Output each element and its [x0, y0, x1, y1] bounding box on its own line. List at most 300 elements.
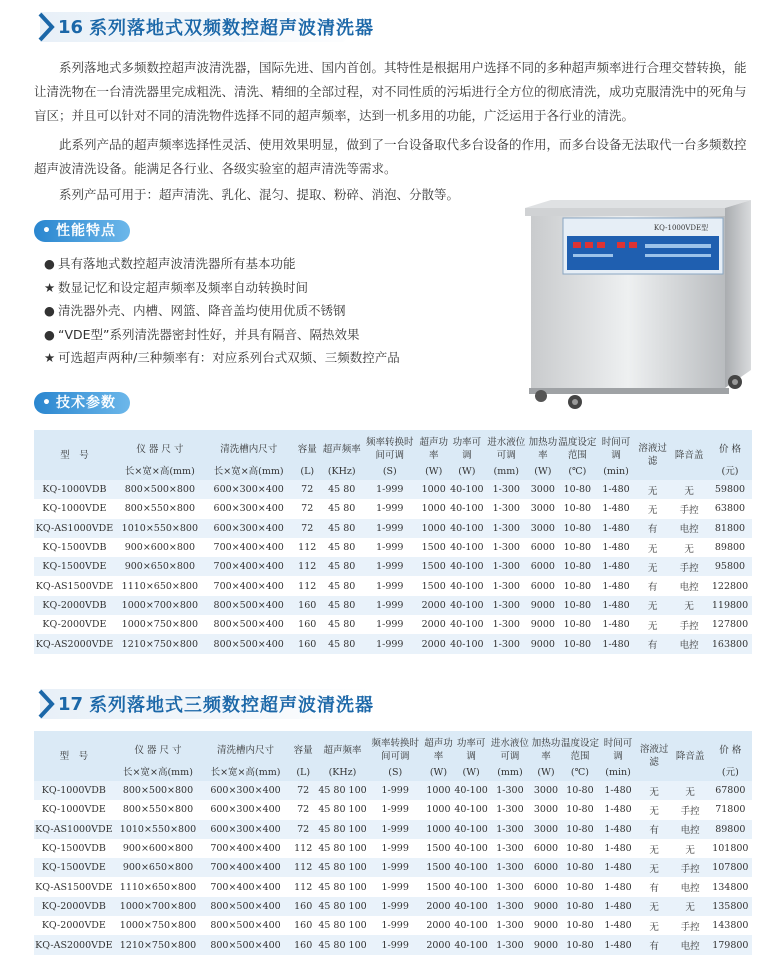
table-cell: 45 80 [322, 480, 362, 499]
table-cell: 无 [637, 781, 672, 800]
table-cell: 1500 [423, 877, 454, 896]
table-cell: 800×500×400 [202, 897, 289, 916]
table-cell: 800×550×800 [114, 800, 203, 819]
table-cell: 1000 [423, 800, 454, 819]
table-cell: 119800 [708, 596, 752, 615]
table-cell: 72 [289, 781, 318, 800]
table-cell: 45 80 100 [318, 839, 368, 858]
table-cell: 6000 [528, 576, 557, 595]
table-cell: 81800 [708, 519, 752, 538]
table-row [34, 839, 752, 858]
table-cell: 10-80 [560, 858, 599, 877]
table-cell: 10-80 [557, 576, 597, 595]
specs-title: • 技术参数 [34, 392, 130, 414]
table-cell: 45 80 [322, 538, 362, 557]
table-cell: 45 80 100 [318, 781, 368, 800]
table-cell: 1-480 [597, 538, 635, 557]
table-cell: 10-80 [560, 839, 599, 858]
column-unit: (KHz) [318, 763, 368, 781]
column-header: 时间可调 [597, 430, 635, 462]
table-cell: 1-300 [488, 916, 531, 935]
table-row [34, 916, 752, 935]
table-cell: 无 [672, 781, 709, 800]
table-cell: 1-480 [600, 800, 637, 819]
table-cell: KQ-1500VDB [34, 538, 115, 557]
table-cell: 59800 [708, 480, 752, 499]
table-cell: 1000 [418, 499, 449, 518]
table-cell: 600×300×400 [205, 480, 293, 499]
column-unit: (元) [709, 763, 752, 781]
table-cell: 72 [293, 499, 322, 518]
table-cell: 电控 [670, 519, 708, 538]
column-unit: (W) [528, 462, 557, 480]
column-header: 价 格 [708, 430, 752, 462]
table-row [34, 935, 752, 954]
table-cell: 10-80 [557, 499, 597, 518]
table-cell: 700×400×400 [202, 858, 289, 877]
column-header: 时间可调 [600, 731, 637, 763]
table-cell: 71800 [709, 800, 752, 819]
table-cell: KQ-1500VDB [34, 839, 114, 858]
table-cell: 6000 [528, 538, 557, 557]
table-cell: 1-999 [362, 538, 418, 557]
table-cell: 手控 [672, 916, 709, 935]
feature-item: ● “VDE型”系列清洗器密封性好，并具有隔音、隔热效果 [44, 326, 360, 342]
table-cell: 手控 [672, 858, 709, 877]
table-cell: 45 80 [322, 615, 362, 634]
table-cell: 1000×700×800 [115, 596, 205, 615]
table-cell: 10-80 [557, 557, 597, 576]
table-cell: 1110×650×800 [115, 576, 205, 595]
table-cell: 1-480 [597, 557, 635, 576]
table-cell: 2000 [423, 916, 454, 935]
table-cell: KQ-AS1500VDE [34, 576, 115, 595]
table-cell: 9000 [532, 916, 561, 935]
table-cell: 112 [289, 858, 318, 877]
table-row [34, 800, 752, 819]
table-row [34, 781, 752, 800]
table-cell: 1500 [418, 576, 449, 595]
table-cell: 6000 [528, 557, 557, 576]
table-cell: 1000 [418, 519, 449, 538]
table-cell: 1-300 [488, 877, 531, 896]
column-unit: (W) [454, 763, 488, 781]
table-cell: 40-100 [454, 800, 488, 819]
table-cell: 10-80 [557, 634, 597, 653]
table-cell: 45 80 [322, 499, 362, 518]
table-cell: 1-300 [484, 519, 528, 538]
table-cell: 800×500×800 [114, 781, 203, 800]
table-cell: 无 [670, 538, 708, 557]
feature-list [44, 252, 400, 370]
table-row [34, 480, 752, 499]
table-cell: 1-999 [362, 519, 418, 538]
table-cell: 手控 [672, 800, 709, 819]
table-cell: 10-80 [560, 781, 599, 800]
column-header: 仪 器 尺 寸 [115, 430, 205, 462]
table-cell: 600×300×400 [205, 519, 293, 538]
table-cell: 10-80 [560, 916, 599, 935]
machine-label: KQ-1000VDE型 [653, 224, 709, 232]
section-title: 系列落地式双频数控超声波清洗器 [89, 18, 375, 39]
table-cell: 10-80 [557, 480, 597, 499]
column-header: 型 号 [34, 430, 115, 480]
table-cell: 179800 [709, 935, 752, 954]
column-unit: 长×宽×高(mm) [114, 763, 203, 781]
table-row [34, 615, 752, 634]
column-header: 溶液过滤 [637, 731, 672, 781]
table-cell: 1000×750×800 [115, 615, 205, 634]
table-cell: 1-300 [488, 839, 531, 858]
table-cell: 101800 [709, 839, 752, 858]
table-cell: 2000 [423, 935, 454, 954]
table-cell: 40-100 [449, 538, 484, 557]
table-cell: 1000 [423, 781, 454, 800]
column-header: 频率转换时间可调 [362, 430, 418, 462]
table-cell: 9000 [528, 615, 557, 634]
table-cell: 无 [637, 916, 672, 935]
column-header: 加热功率 [532, 731, 561, 763]
table-cell: 40-100 [454, 781, 488, 800]
feature-item: ● 具有落地式数控超声波清洗器所有基本功能 [44, 256, 296, 271]
table-cell: 160 [289, 935, 318, 954]
table-row [34, 634, 752, 653]
table-cell: 40-100 [454, 820, 488, 839]
table-cell: KQ-2000VDE [34, 615, 115, 634]
table-cell: 89800 [708, 538, 752, 557]
table-cell: 40-100 [449, 519, 484, 538]
column-header: 容量 [289, 731, 318, 763]
table-cell: 1500 [423, 858, 454, 877]
column-unit: (KHz) [322, 462, 362, 480]
table-row [34, 596, 752, 615]
table-cell: 无 [635, 538, 671, 557]
table-cell: 电控 [672, 820, 709, 839]
column-header: 清洗槽内尺寸 [202, 731, 289, 763]
table-cell: 电控 [672, 877, 709, 896]
table-cell: 1-999 [367, 935, 423, 954]
table-cell: KQ-AS1500VDE [34, 877, 114, 896]
table-cell: 900×600×800 [114, 839, 203, 858]
table-cell: 800×500×400 [202, 916, 289, 935]
table-cell: 10-80 [560, 877, 599, 896]
table-cell: KQ-2000VDB [34, 596, 115, 615]
table-cell: 1-999 [362, 634, 418, 653]
table-cell: 1-999 [362, 480, 418, 499]
table-cell: KQ-1500VDE [34, 858, 114, 877]
column-header: 温度设定范围 [557, 430, 597, 462]
table-cell: 9000 [532, 935, 561, 954]
table-cell: 1-300 [488, 800, 531, 819]
table-cell: 3000 [532, 800, 561, 819]
column-unit: (℃) [557, 462, 597, 480]
table-cell: 1-480 [600, 858, 637, 877]
table-cell: 1210×750×800 [115, 634, 205, 653]
table-cell: 700×400×400 [202, 839, 289, 858]
column-unit: (L) [293, 462, 322, 480]
table-cell: 135800 [709, 897, 752, 916]
chevron-icon [38, 689, 56, 719]
table-cell: 1-999 [362, 596, 418, 615]
table-cell: 112 [293, 538, 322, 557]
table-cell: 112 [293, 557, 322, 576]
table-cell: 1-999 [362, 615, 418, 634]
column-unit: (W) [532, 763, 561, 781]
table-cell: 700×400×400 [205, 557, 293, 576]
table-cell: 40-100 [449, 596, 484, 615]
section-16-heading [40, 12, 374, 42]
table-cell: 40-100 [454, 877, 488, 896]
table-cell: 112 [289, 839, 318, 858]
table-cell: 122800 [708, 576, 752, 595]
table-cell: 无 [670, 596, 708, 615]
table-cell: 45 80 100 [318, 858, 368, 877]
table-cell: 800×500×400 [205, 596, 293, 615]
table-cell: 手控 [670, 499, 708, 518]
table-cell: 1-480 [600, 877, 637, 896]
table-cell: 1500 [423, 839, 454, 858]
table-cell: 95800 [708, 557, 752, 576]
section-number: 17 [58, 693, 84, 715]
table-cell: 1-300 [484, 634, 528, 653]
column-unit: (S) [367, 763, 423, 781]
table-cell: 45 80 [322, 634, 362, 653]
table-cell: 有 [635, 519, 671, 538]
table-cell: 40-100 [449, 576, 484, 595]
table-cell: 9000 [528, 596, 557, 615]
column-unit: (S) [362, 462, 418, 480]
feature-item: ★ 数显记忆和设定超声频率及频率自动转换时间 [44, 279, 309, 295]
table-cell: 45 80 100 [318, 877, 368, 896]
table-cell: 无 [635, 480, 671, 499]
table-row [34, 519, 752, 538]
column-header: 仪 器 尺 寸 [114, 731, 203, 763]
table-cell: 1-300 [484, 499, 528, 518]
table-cell: 3000 [532, 781, 561, 800]
table-cell: 1-480 [600, 897, 637, 916]
section-title: 系列落地式三频数控超声波清洗器 [89, 695, 375, 716]
table-cell: 800×550×800 [115, 499, 205, 518]
table-cell: 45 80 [322, 557, 362, 576]
table-cell: 107800 [709, 858, 752, 877]
table-cell: 1500 [418, 557, 449, 576]
table-cell: KQ-1000VDE [34, 800, 114, 819]
table-cell: 1-999 [367, 877, 423, 896]
table-cell: 1-300 [484, 596, 528, 615]
table-row [34, 877, 752, 896]
table-cell: 143800 [709, 916, 752, 935]
column-unit: (mm) [488, 763, 531, 781]
column-unit: 长×宽×高(mm) [115, 462, 205, 480]
table-cell: KQ-2000VDB [34, 897, 114, 916]
column-unit: (W) [418, 462, 449, 480]
table-cell: 1-480 [597, 499, 635, 518]
column-header: 进水液位可调 [484, 430, 528, 462]
feature-item: ● 清洗器外壳、内槽、网篮、降音盖均使用优质不锈钢 [44, 303, 346, 318]
table-cell: 160 [289, 897, 318, 916]
table-cell: 72 [289, 800, 318, 819]
table-cell: 电控 [670, 634, 708, 653]
table-cell: 134800 [709, 877, 752, 896]
table-cell: 10-80 [560, 800, 599, 819]
column-header: 进水液位可调 [488, 731, 531, 763]
table-cell: 40-100 [449, 499, 484, 518]
table-cell: 无 [672, 839, 709, 858]
column-unit: 长×宽×高(mm) [205, 462, 293, 480]
table-cell: 1-999 [362, 557, 418, 576]
chevron-icon [38, 12, 56, 42]
column-header: 型 号 [34, 731, 114, 781]
table-row [34, 538, 752, 557]
table-cell: 1-300 [488, 935, 531, 954]
column-unit: (W) [423, 763, 454, 781]
column-unit: 长×宽×高(mm) [202, 763, 289, 781]
column-header: 价 格 [709, 731, 752, 763]
table-cell: 45 80 100 [318, 935, 368, 954]
table-cell: 无 [672, 897, 709, 916]
table-cell: KQ-1500VDE [34, 557, 115, 576]
table-cell: KQ-1000VDE [34, 499, 115, 518]
table-cell: 6000 [532, 858, 561, 877]
features-title: • 性能特点 [34, 220, 130, 242]
table-cell: 67800 [709, 781, 752, 800]
column-header: 清洗槽内尺寸 [205, 430, 293, 462]
column-header: 超声频率 [318, 731, 368, 763]
table-cell: 72 [289, 820, 318, 839]
column-unit: (mm) [484, 462, 528, 480]
table-cell: 72 [293, 480, 322, 499]
table-cell: 160 [293, 615, 322, 634]
table-cell: 1-300 [488, 897, 531, 916]
table-cell: 6000 [532, 877, 561, 896]
table-cell: 1-300 [484, 480, 528, 499]
table-cell: 163800 [708, 634, 752, 653]
paragraph: 系列产品可用于：超声清洗、乳化、混匀、提取、粉碎、消泡、分散等。 [59, 187, 460, 202]
table-cell: 2000 [418, 634, 449, 653]
table-cell: 无 [637, 800, 672, 819]
table-cell: 40-100 [454, 858, 488, 877]
table-cell: 800×500×400 [205, 634, 293, 653]
spec-table-17 [34, 731, 752, 955]
table-cell: KQ-2000VDE [34, 916, 114, 935]
table-cell: 1210×750×800 [114, 935, 203, 954]
table-cell: 1500 [418, 538, 449, 557]
table-cell: 3000 [528, 519, 557, 538]
table-cell: 600×300×400 [202, 820, 289, 839]
table-cell: KQ-AS2000VDE [34, 935, 114, 954]
column-header: 溶液过滤 [635, 430, 671, 480]
column-header: 降音盖 [672, 731, 709, 781]
table-cell: 9000 [528, 634, 557, 653]
table-cell: 有 [637, 935, 672, 954]
table-cell: 800×500×800 [115, 480, 205, 499]
table-cell: 无 [637, 839, 672, 858]
table-cell: 160 [289, 916, 318, 935]
table-cell: 1-480 [597, 576, 635, 595]
table-cell: 1-300 [484, 557, 528, 576]
table-cell: KQ-1000VDB [34, 781, 114, 800]
table-cell: 40-100 [454, 897, 488, 916]
table-cell: 160 [293, 596, 322, 615]
table-cell: 1-999 [367, 839, 423, 858]
table-cell: 10-80 [560, 897, 599, 916]
table-cell: 40-100 [449, 480, 484, 499]
column-header: 加热功率 [528, 430, 557, 462]
table-cell: 1-999 [367, 897, 423, 916]
table-cell: 1-999 [362, 499, 418, 518]
table-cell: 40-100 [454, 935, 488, 954]
table-cell: 1000×700×800 [114, 897, 203, 916]
table-row [34, 858, 752, 877]
intro-text [34, 56, 754, 207]
table-cell: 1-480 [600, 820, 637, 839]
table-cell: KQ-AS1000VDE [34, 820, 114, 839]
table-cell: 3000 [532, 820, 561, 839]
table-cell: 45 80 [322, 576, 362, 595]
table-cell: 600×300×400 [202, 781, 289, 800]
spec-table-16 [34, 430, 752, 654]
table-cell: 1-300 [488, 820, 531, 839]
table-cell: 有 [637, 877, 672, 896]
table-cell: 1-999 [367, 800, 423, 819]
column-unit: (min) [597, 462, 635, 480]
table-cell: 无 [670, 480, 708, 499]
section-number: 16 [58, 16, 84, 38]
column-header: 超声功率 [423, 731, 454, 763]
table-cell: 127800 [708, 615, 752, 634]
table-cell: 45 80 [322, 596, 362, 615]
table-cell: KQ-AS2000VDE [34, 634, 115, 653]
column-header: 超声功率 [418, 430, 449, 462]
table-cell: 2000 [418, 615, 449, 634]
table-cell: 10-80 [560, 820, 599, 839]
table-cell: 无 [637, 858, 672, 877]
table-cell: 1-480 [597, 480, 635, 499]
table-cell: 1010×550×800 [114, 820, 203, 839]
table-cell: 6000 [532, 839, 561, 858]
table-row [34, 897, 752, 916]
table-cell: 900×600×800 [115, 538, 205, 557]
table-cell: 40-100 [449, 634, 484, 653]
table-cell: 2000 [423, 897, 454, 916]
table-cell: 1-999 [362, 576, 418, 595]
table-cell: 1-300 [488, 858, 531, 877]
table-cell: 无 [635, 596, 671, 615]
table-cell: 45 80 100 [318, 897, 368, 916]
table-cell: 10-80 [557, 596, 597, 615]
table-row [34, 499, 752, 518]
table-cell: 10-80 [557, 615, 597, 634]
table-cell: 1110×650×800 [114, 877, 203, 896]
table-cell: 1000 [423, 820, 454, 839]
column-header: 超声频率 [322, 430, 362, 462]
table-cell: KQ-1000VDB [34, 480, 115, 499]
column-header: 降音盖 [670, 430, 708, 480]
table-cell: 700×400×400 [205, 538, 293, 557]
table-cell: 40-100 [449, 557, 484, 576]
table-cell: 45 80 100 [318, 916, 368, 935]
table-cell: 45 80 100 [318, 800, 368, 819]
feature-item: ★ 可选超声两种/三种频率有：对应系列台式双频、三频数控产品 [44, 350, 400, 365]
table-cell: 有 [637, 820, 672, 839]
table-cell: 1-480 [597, 519, 635, 538]
table-cell: 1010×550×800 [115, 519, 205, 538]
table-cell: 电控 [670, 576, 708, 595]
table-cell: 40-100 [449, 615, 484, 634]
table-cell: 89800 [709, 820, 752, 839]
column-unit: (元) [708, 462, 752, 480]
section-17-heading [40, 689, 374, 719]
